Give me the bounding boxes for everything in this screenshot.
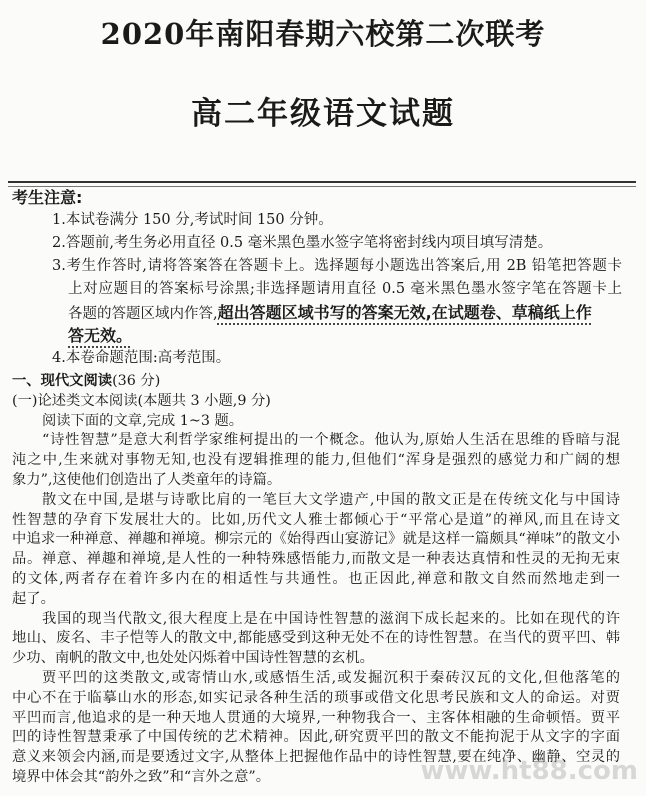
notice-item: 上对应题目的答案标号涂黑;非选择题请用直径 0.5 毫米黑色墨水签字笔在答题卡上 (68, 281, 622, 297)
notice-item: 3.考生作答时,请将答案答在答题卡上。选择题每小题选出答案后,用 2B 铅笔把答题卡 (52, 258, 622, 274)
reading-section (12, 372, 620, 788)
passage-line: 地山、废名、丰子恺等人的散文中,都能感受到这种无处不在的诗性智慧。在当代的贾平凹、韩 (12, 630, 620, 647)
exam-title: 2020年南阳春期六校第二次联考 (100, 17, 546, 51)
section-heading (12, 372, 620, 392)
passage-line: 中追求一种禅意、禅趣和禅境。柳宗元的《始得西山宴游记》就是这样一篇颇具“禅味”的散文小 (12, 531, 620, 548)
passage-line: 少功、南帆的散文中,也处处闪烁着中国诗性智慧的玄机。 (12, 650, 374, 667)
notice-item: 2.答题前,考生务必用直径 0.5 毫米黑色墨水签字笔将密封线内项目填写清楚。 (52, 235, 553, 251)
notice-emphasis: 答无效。 (68, 326, 133, 345)
passage-line: 意义来领会内涵,而是要透过文字,从整体上把握他作品中的诗性智慧,要在纯净、幽静、空灵的 (12, 749, 620, 766)
passage-line: 贾平凹的这类散文,或寄情山水,或感悟生活,或发掘沉积于秦砖汉瓦的文化,但他落笔的 (42, 669, 620, 686)
notice-text: 各题的答题区域内作答, (68, 306, 218, 322)
passage-line: 的文体,两者存在着许多内在的相适性与共通性。也正因此,禅意和散文自然而然地走到一 (12, 570, 620, 587)
passage-line: “诗性智慧”是意大利哲学家维柯提出的一个概念。他认为,原始人生活在思维的昏暗与混 (42, 432, 620, 449)
passage-line: 平凹而言,他追求的是一种天地人贯通的大境界,一种物我合一、主客体相融的生命顿悟。贾平 (12, 709, 620, 726)
notice-block (12, 186, 622, 370)
passage-line: 中心不在于临摹山水的形态,如实记录各种生活的琐事或借文化思考民族和文人的命运。对贾 (12, 689, 620, 706)
passage-line: 我国的现当代散文,很大程度上是在中国诗性智慧的滋润下成长起来的。比如在现代的许 (42, 610, 620, 627)
notice-item (68, 324, 622, 347)
passage-line: 沌之中,生来就对事物无知,也没有逻辑推理的能力,但他们“浑身是强烈的感觉力和广阔的想 (12, 452, 620, 469)
passage (12, 431, 620, 787)
instruction: 阅读下面的文章,完成 1~3 题。 (42, 412, 244, 429)
subsection-heading: (一)论述类文本阅读(本题共 3 小题,9 分) (12, 392, 271, 409)
passage-line: 象力”,这使他们创造出了人类童年的诗篇。 (12, 471, 282, 488)
passage-line: 凹的诗性智慧秉承了中国传统的艺术精神。因此,研究贾平凹的散文不能拘泥于从文字的字面 (12, 729, 620, 746)
notice-item: 1.本试卷满分 150 分,考试时间 150 分钟。 (52, 212, 333, 228)
section-score: (36 分) (112, 373, 161, 389)
notice-item: 4.本卷命题范围:高考范围。 (52, 350, 231, 366)
passage-line: 散文在中国,是堪与诗歌比肩的一笔巨大文学遗产,中国的散文正是在传统文化与中国诗 (42, 491, 620, 508)
watermark: www.ht88.com (420, 756, 638, 786)
section-title: 一、现代文阅读 (12, 373, 113, 389)
passage-line: 品。禅意、禅趣和禅境,是人性的一种特殊感悟能力,而散文是一种表达真情和性灵的无拘无束 (12, 551, 620, 568)
notice-heading: 考生注意: (12, 188, 83, 207)
passage-line: 性智慧的孕育下发展壮大的。比如,历代文人雅士都倾心于“平常心是道”的禅风,而且在诗文 (12, 511, 620, 528)
exam-subtitle: 高二年级语文试题 (191, 96, 455, 132)
notice-item (68, 301, 622, 324)
passage-line: 起了。 (12, 590, 55, 607)
notice-emphasis: 超出答题区域书写的答案无效,在试题卷、草稿纸上作 (217, 303, 592, 322)
passage-line: 境界中体会其“韵外之致”和“言外之意”。 (12, 768, 270, 785)
